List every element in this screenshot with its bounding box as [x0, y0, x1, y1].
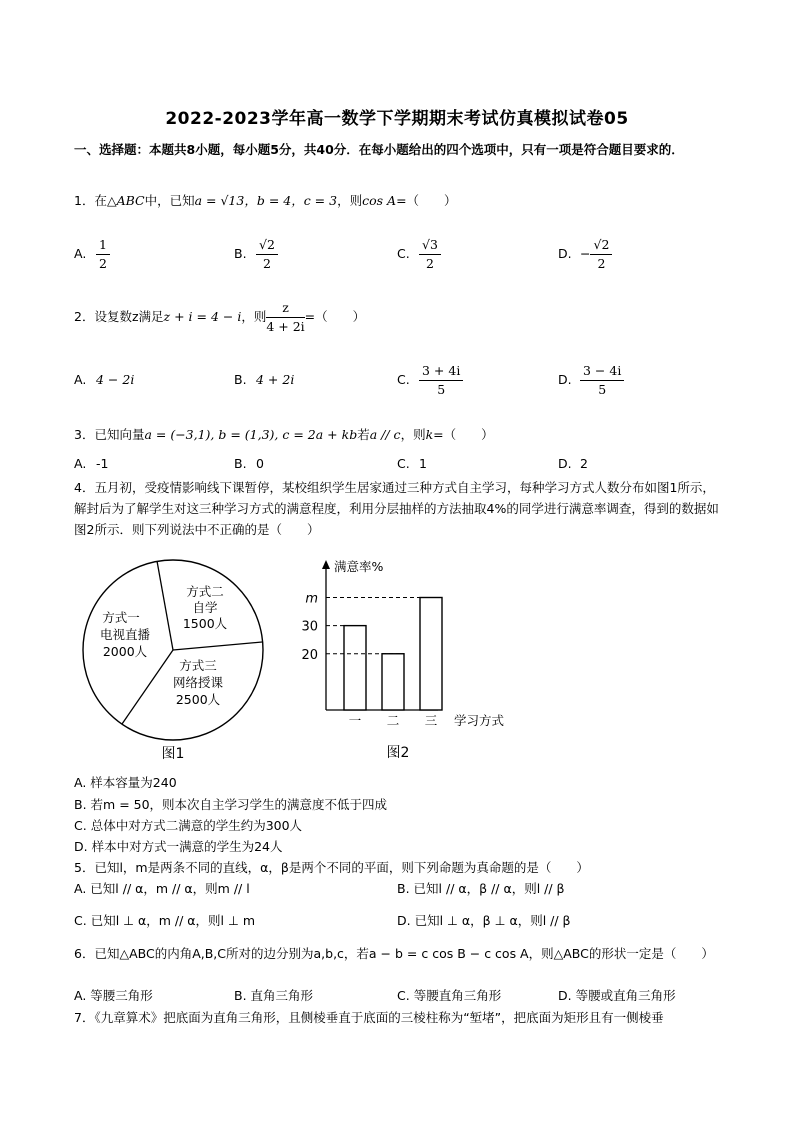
question-2-stem: 2．设复数z满足z + i = 4 − i，则 $\frac{z}{4 + 2i}$ =（ ）: [74, 300, 366, 334]
x-tick-label-1: 一: [348, 713, 362, 728]
question-6-option-d: D. 等腰或直角三角形: [558, 988, 676, 1003]
question-5-option-c: C. 已知l ⊥ α，m // α，则l ⊥ m: [74, 913, 256, 928]
y-tick-label: m: [305, 591, 318, 607]
question-1-stem: 1．在△ABC中，已知a = √13，b = 4，c = 3，则cos A=（ ）: [74, 193, 457, 208]
question-4-option-a: A. 样本容量为240: [74, 775, 177, 790]
question-7-stem: 7．《九章算术》把底面为直角三角形，且侧棱垂直于底面的三棱柱称为“堑堵”，把底面为矩形且有一侧棱垂: [74, 1010, 664, 1025]
figure-2-caption: 图2: [386, 745, 410, 761]
y-axis-arrow: [322, 560, 330, 569]
question-5-stem: 5．已知l，m是两条不同的直线，α，β是两个不同的平面，则下列命题为真命题的是（ ）: [74, 860, 589, 875]
y-tick-label: 30: [301, 619, 318, 635]
bar-3: [420, 598, 442, 711]
question-1-option-a: A. $\frac{1}{2}$: [74, 236, 110, 273]
y-tick-label: 20: [301, 647, 318, 663]
question-4-option-d: D. 样本中对方式一满意的学生为24人: [74, 839, 283, 854]
question-4-stem: 4．五月初，受疫情影响线下课暂停，某校组织学生居家通过三种方式自主学习，每种学习方式人数分布如图1所示，解封后为了解学生对这三种学习方式的满意程度，利用分层抽样的方法抽取4%的同学进行满意率调查，得到的数据如图2所示．则下列说法中不正确的是（ ）: [74, 480, 719, 537]
question-3-option-b: B. 0: [234, 456, 264, 471]
section-heading: 一、选择题：本题共8小题，每小题5分，共40分．在每小题给出的四个选项中，只有一项是符合题目要求的．: [74, 142, 684, 157]
question-5-option-b: B. 已知l // α，β // α，则l // β: [397, 881, 565, 896]
x-tick-label-2: 二: [386, 713, 400, 728]
y-axis-label: 满意率%: [334, 559, 384, 574]
pie-slice-1-line3: 2000人: [102, 644, 148, 659]
question-2-option-b: B. 4 + 2i: [234, 372, 295, 387]
x-tick-label-3: 三: [424, 713, 438, 728]
pie-slice-2-line3: 1500人: [182, 616, 228, 631]
question-1-option-b: B. $\frac{√2}{2}$: [234, 236, 278, 273]
question-6-option-c: C. 等腰直角三角形: [397, 988, 502, 1003]
pie-slice-1-line2: 电视直播: [99, 627, 151, 642]
bar-1: [344, 626, 366, 710]
pie-chart-figure-1: [80, 552, 270, 767]
question-5-option-d: D. 已知l ⊥ α，β ⊥ α，则l // β: [397, 913, 571, 928]
question-3-option-d: D. 2: [558, 456, 588, 471]
pie-divider-3: [122, 650, 173, 724]
question-6-stem: 6．已知△ABC的内角A,B,C所对的边分别为a,b,c，若a − b = c cos B − c cos A，则△ABC的形状一定是（ ）: [74, 946, 714, 961]
figure-1-caption: 图1: [161, 746, 185, 762]
question-3-option-a: A. -1: [74, 456, 109, 471]
bar-chart-figure-2: [298, 555, 528, 765]
question-6-option-a: A. 等腰三角形: [74, 988, 153, 1003]
pie-divider-1: [157, 561, 173, 650]
question-3-stem: 3．已知向量a = (−3,1), b = (1,3), c = 2a + kb若a // c，则k=（ ）: [74, 427, 494, 442]
bar-2: [382, 654, 404, 710]
pie-slice-2-line1: 方式二: [186, 584, 224, 599]
pie-slice-2-line2: 自学: [192, 600, 218, 615]
pie-slice-3-line2: 网络授课: [172, 675, 224, 690]
exam-title: 2022-2023学年高一数学下学期期末考试仿真模拟试卷05: [165, 109, 629, 129]
question-2-option-a: A. 4 − 2i: [74, 372, 135, 387]
question-6-option-b: B. 直角三角形: [234, 988, 314, 1003]
pie-slice-3-line3: 2500人: [175, 692, 221, 707]
question-2-option-c: C. $\frac{3 + 4i}{5}$: [397, 362, 463, 399]
question-3-option-c: C. 1: [397, 456, 427, 471]
x-axis-label: 学习方式: [454, 713, 505, 728]
question-5-option-a: A. 已知l // α，m // α，则m // l: [74, 881, 250, 896]
question-2-option-d: D. $\frac{3 - 4i}{5}$: [558, 362, 624, 399]
question-4-option-c: C. 总体中对方式二满意的学生约为300人: [74, 818, 303, 833]
question-1-option-d: D. − $\frac{√2}{2}$: [558, 236, 612, 273]
question-4-option-b: B. 若m = 50，则本次自主学习学生的满意度不低于四成: [74, 797, 388, 812]
question-1-option-c: C. $\frac{√3}{2}$: [397, 236, 441, 273]
pie-slice-1-line1: 方式一: [102, 610, 140, 625]
pie-divider-2: [173, 642, 262, 650]
pie-slice-3-line1: 方式三: [179, 658, 217, 673]
